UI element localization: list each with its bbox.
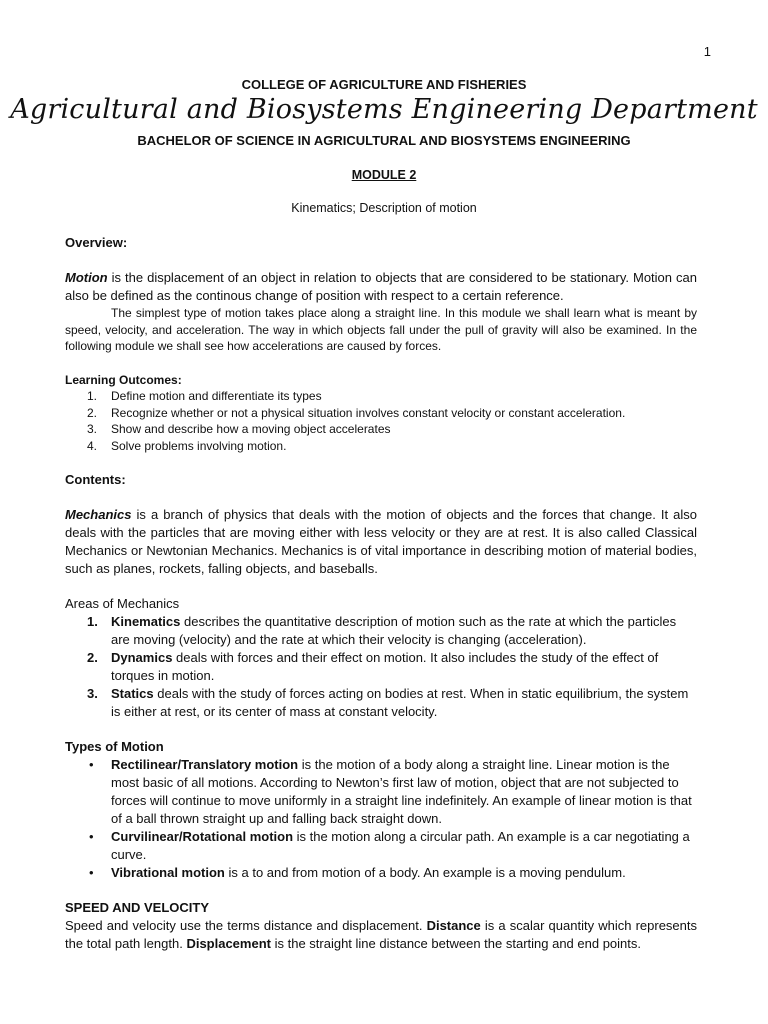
list-item: 2. Dynamics deals with forces and their effect on motion. It also includes the study of the effect of torques in motion.	[87, 650, 659, 683]
overview-paragraph-2: The simplest type of motion takes place along a straight line. In this module we shall learn what is meant by speed, velocity, and acceleration. The way in which objects fall under the pull of gravity will also be examined. In the following module we shall see how accelerations are caused by forces.	[65, 306, 697, 353]
department-title: Agricultural and Biosystems Engineering Department	[10, 94, 758, 125]
learning-outcomes-list	[65, 388, 697, 454]
areas-heading: Areas of Mechanics	[65, 596, 180, 611]
speed-velocity-paragraph: Speed and velocity use the terms distance and displacement. Distance is a scalar quantity which represents the total path length. Displacement is the straight line distance between the starting and end points.	[65, 918, 697, 951]
module-subtitle: Kinematics; Description of motion	[291, 201, 477, 215]
contents-heading: Contents:	[65, 472, 126, 487]
college-heading: COLLEGE OF AGRICULTURE AND FISHERIES	[241, 77, 527, 92]
page-number: 1	[703, 44, 711, 59]
learning-outcomes-heading: Learning Outcomes:	[65, 372, 182, 387]
module-title: MODULE 2	[351, 168, 417, 182]
overview-heading: Overview:	[65, 235, 128, 250]
list-item: 2. Recognize whether or not a physical situation involves constant velocity or constant acceleration.	[87, 405, 626, 420]
speed-velocity-heading: SPEED AND VELOCITY	[65, 900, 209, 915]
overview-paragraph: Motion is the displacement of an object in relation to objects that are considered to be stationary. Motion can also be defined as the continous change of position with respect to a certain reference.	[65, 270, 697, 303]
list-item: 4. Solve problems involving motion.	[87, 438, 287, 453]
mechanics-term: Mechanics	[65, 507, 132, 522]
types-list	[65, 756, 697, 882]
types-heading: Types of Motion	[65, 739, 164, 754]
list-item: • Curvilinear/Rotational motion is the motion along a circular path. An example is a car negotiating a curve.	[89, 829, 690, 862]
motion-term: Motion	[65, 270, 108, 285]
areas-list	[65, 613, 697, 721]
list-item: 1. Define motion and differentiate its types	[87, 389, 322, 403]
list-item: • Rectilinear/Translatory motion is the motion of a body along a straight line. Linear motion is the most basic of all motions. According to Newton’s first law of motion, object that are not subjected to forces will continue to move uniformly in a straight line indefinitely. An example of linear motion is that of a ball thrown straight up and falling back straight down.	[89, 757, 692, 826]
program-heading: BACHELOR OF SCIENCE IN AGRICULTURAL AND BIOSYSTEMS ENGINEERING	[137, 133, 631, 148]
mechanics-paragraph: Mechanics is a branch of physics that deals with the motion of objects and the forces that change. It also deals with the particles that are moving either with less velocity or they are at rest. It is also called Classical Mechanics or Newtonian Mechanics. Mechanics is of vital importance in describing motion of material bodies, such as planes, rockets, falling objects, and baseballs.	[65, 507, 697, 576]
list-item: 3. Show and describe how a moving object accelerates	[87, 422, 391, 436]
list-item: • Vibrational motion is a to and from motion of a body. An example is a moving pendulum.	[89, 865, 626, 880]
list-item: 3. Statics deals with the study of forces acting on bodies at rest. When in static equilibrium, the system is either at rest, or its center of mass at constant velocity.	[87, 686, 689, 719]
list-item: 1. Kinematics describes the quantitative description of motion such as the rate at which the particles are moving (velocity) and the rate at which their velocity is changing (acceleration).	[87, 614, 677, 647]
document-body	[65, 234, 697, 953]
